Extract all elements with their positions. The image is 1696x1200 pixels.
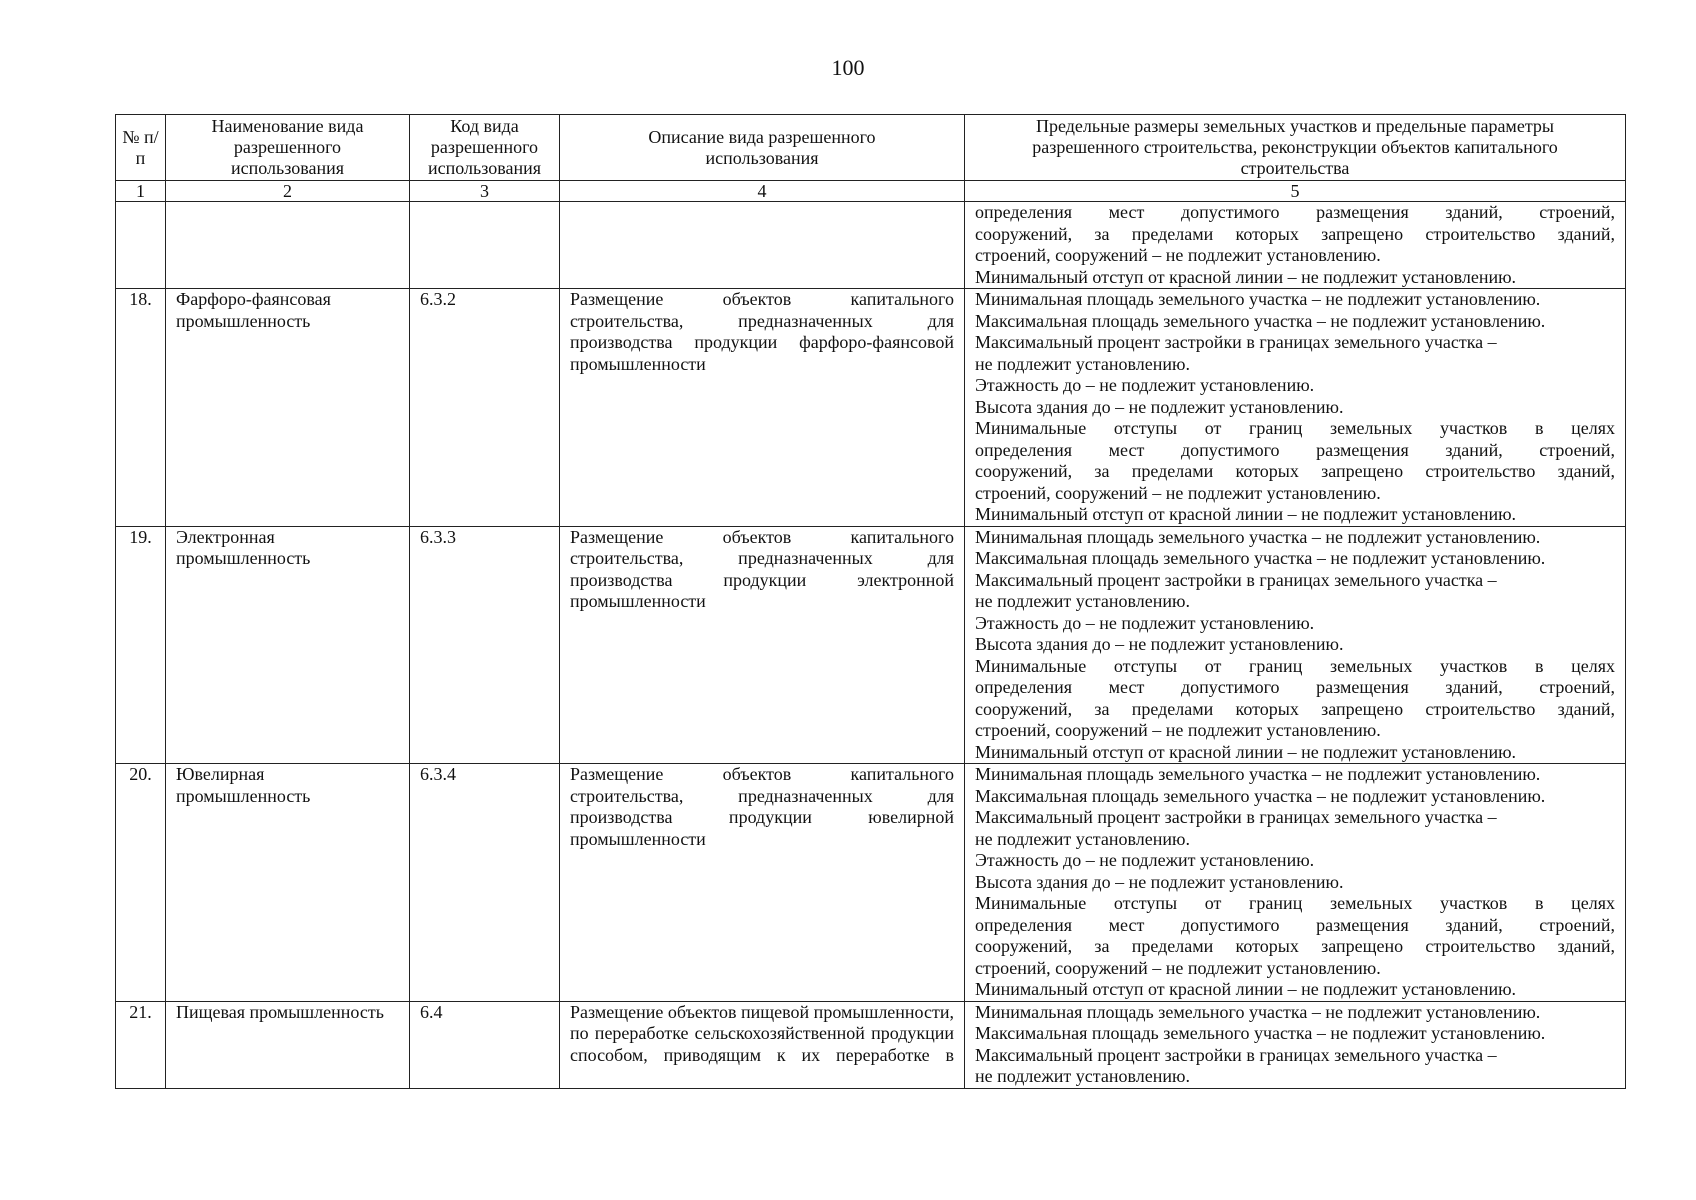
row-use-code: 6.3.3 (410, 526, 560, 764)
param-line: Минимальные отступы от границ земельных участков в целях (975, 893, 1615, 913)
row-number: 21. (116, 1001, 166, 1088)
param-line: строений, сооружений – не подлежит установлению. (975, 482, 1381, 503)
row-params (965, 289, 1626, 527)
row-params (965, 1001, 1626, 1088)
param-line: Максимальная площадь земельного участка – не подлежит установлению. (975, 310, 1546, 331)
row-use-name: Пищевая промышленность (166, 1001, 410, 1088)
param-line: Минимальные отступы от границ земельных участков в целях (975, 655, 1615, 676)
param-line: Высота здания до – не подлежит установлению. (975, 634, 1344, 654)
column-number: 3 (410, 181, 560, 202)
param-line: определения мест допустимого размещения зданий, строений, (975, 439, 1615, 460)
param-line: строений, сооружений – не подлежит установлению. (975, 720, 1381, 740)
param-line: строений, сооружений – не подлежит установлению. (975, 245, 1381, 265)
param-line: строений, сооружений – не подлежит установлению. (975, 957, 1381, 978)
row-description: Размещение объектов пищевой промышленности, по переработке сельскохозяйственной продукции способом, приводящим к их переработке в (560, 1001, 965, 1088)
param-line: Высота здания до – не подлежит установлению. (975, 396, 1344, 417)
header-number: № п/п (116, 115, 166, 181)
table-row (116, 1001, 1626, 1088)
row-description: Размещение объектов капитального строительства, предназначенных для производства продукции электронной промышленности (560, 526, 965, 764)
param-line: Минимальная площадь земельного участка – не подлежит установлению. (975, 289, 1541, 309)
param-line: Минимальный отступ от красной линии – не подлежит установлению. (975, 504, 1517, 524)
column-number: 5 (965, 181, 1626, 202)
param-line: Этажность до – не подлежит установлению. (975, 850, 1315, 870)
param-line: сооружений, за пределами которых запрещено строительство зданий, (975, 461, 1615, 481)
header-parameters: Предельные размеры земельных участков и предельные параметры разрешенного строительства, реконструкции объектов капитального строительства (965, 115, 1626, 181)
row-description: Размещение объектов капитального строительства, предназначенных для производства продукции ювелирной промышленности (560, 764, 965, 1002)
row-number: 18. (116, 289, 166, 527)
continuation-row (116, 202, 1626, 289)
param-line: определения мест допустимого размещения зданий, строений, (975, 914, 1615, 935)
param-line: Минимальный отступ от красной линии – не подлежит установлению. (975, 266, 1517, 287)
param-line: Максимальный процент застройки в границах земельного участка – (975, 1044, 1497, 1065)
zoning-regulations-table (115, 114, 1626, 1089)
row-description: Размещение объектов капитального строительства, предназначенных для производства продукции фарфоро-фаянсовой промышленности (560, 289, 965, 527)
row-use-name: Фарфоро-фаянсовая промышленность (166, 289, 410, 527)
table-row (116, 764, 1626, 1002)
row-use-code: 6.3.2 (410, 289, 560, 527)
param-line: Минимальная площадь земельного участка – не подлежит установлению. (975, 764, 1541, 784)
row-params (965, 202, 1626, 289)
param-line: Максимальный процент застройки в границах земельного участка – (975, 569, 1497, 590)
column-number-row (116, 181, 1626, 202)
header-row (116, 115, 1626, 181)
param-line: не подлежит установлению. (975, 353, 1190, 374)
param-line: Минимальный отступ от красной линии – не подлежит установлению. (975, 979, 1517, 999)
row-use-name: Электронная промышленность (166, 526, 410, 764)
param-line: Высота здания до – не подлежит установлению. (975, 871, 1344, 892)
row-use-code: 6.4 (410, 1001, 560, 1088)
header-use-description: Описание вида разрешенного использования (560, 115, 965, 181)
param-line: Минимальная площадь земельного участка – не подлежит установлению. (975, 526, 1541, 547)
param-line: не подлежит установлению. (975, 1066, 1190, 1086)
param-line: Этажность до – не подлежит установлению. (975, 375, 1315, 395)
row-number: 19. (116, 526, 166, 764)
column-number: 1 (116, 181, 166, 202)
param-line: сооружений, за пределами которых запрещено строительство зданий, (975, 223, 1615, 244)
param-line: Минимальные отступы от границ земельных участков в целях (975, 418, 1615, 438)
param-line: Максимальный процент застройки в границах земельного участка – (975, 807, 1497, 827)
param-line: Максимальная площадь земельного участка – не подлежит установлению. (975, 548, 1546, 568)
page-number: 100 (831, 55, 865, 80)
table-row (116, 526, 1626, 764)
param-line: Этажность до – не подлежит установлению. (975, 612, 1315, 633)
param-line: сооружений, за пределами которых запрещено строительство зданий, (975, 698, 1615, 719)
param-line: Максимальная площадь земельного участка – не подлежит установлению. (975, 1023, 1546, 1043)
param-line: Минимальный отступ от красной линии – не подлежит установлению. (975, 741, 1517, 762)
row-params (965, 526, 1626, 764)
header-use-name: Наименование вида разрешенного использования (166, 115, 410, 181)
param-line: Максимальный процент застройки в границах земельного участка – (975, 332, 1497, 352)
header-use-code: Код вида разрешенного использования (410, 115, 560, 181)
param-line: определения мест допустимого размещения зданий, строений, (975, 677, 1615, 697)
row-use-name: Ювелирная промышленность (166, 764, 410, 1002)
column-number: 4 (560, 181, 965, 202)
param-line: не подлежит установлению. (975, 591, 1190, 611)
param-line: не подлежит установлению. (975, 828, 1190, 849)
row-number: 20. (116, 764, 166, 1002)
param-line: сооружений, за пределами которых запрещено строительство зданий, (975, 936, 1615, 956)
table-row (116, 289, 1626, 527)
row-params (965, 764, 1626, 1002)
param-line: Максимальная площадь земельного участка – не подлежит установлению. (975, 785, 1546, 806)
param-line: определения мест допустимого размещения зданий, строений, (975, 202, 1615, 222)
column-number: 2 (166, 181, 410, 202)
param-line: Минимальная площадь земельного участка – не подлежит установлению. (975, 1001, 1541, 1022)
row-use-code: 6.3.4 (410, 764, 560, 1002)
